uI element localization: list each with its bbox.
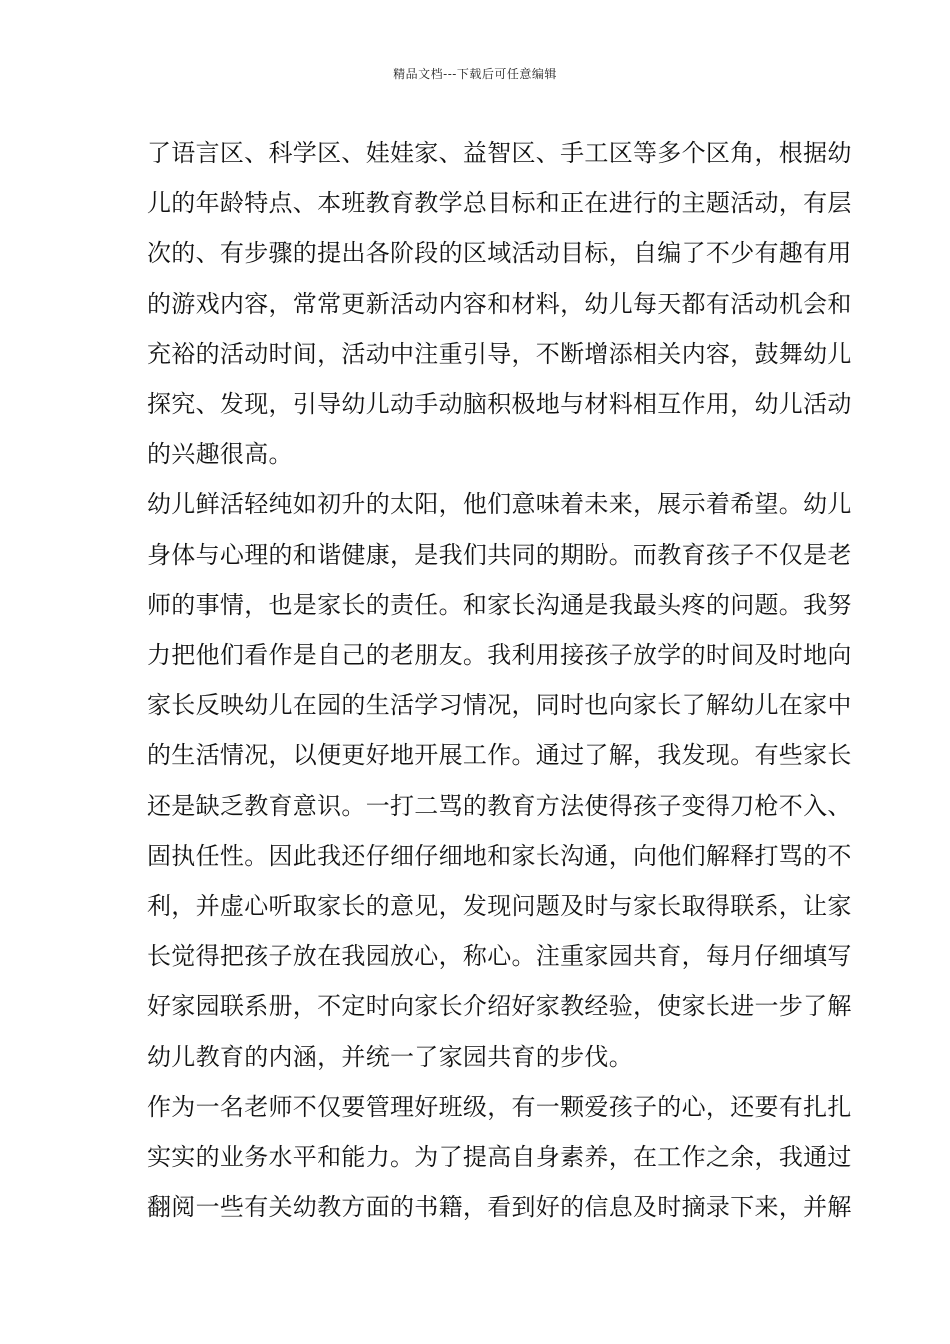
text-line: 身体与心理的和谐健康，是我们共同的期盼。而教育孩子不仅是老 — [147, 540, 852, 569]
text-line: 的生活情况，以便更好地开展工作。通过了解，我发现。有些家长 — [147, 741, 852, 770]
text-line: 的兴趣很高。 — [147, 440, 293, 469]
text-line: 好家园联系册，不定时向家长介绍好家教经验，使家长进一步了解 — [147, 992, 852, 1021]
text-line: 翻阅一些有关幼教方面的书籍，看到好的信息及时摘录下来，并解 — [147, 1193, 852, 1222]
text-line: 固执任性。因此我还仔细仔细地和家长沟通，向他们解释打骂的不 — [147, 841, 852, 870]
paragraph-1 — [147, 128, 852, 479]
text-line: 儿的年龄特点、本班教育教学总目标和正在进行的主题活动，有层 — [147, 189, 852, 218]
text-line: 还是缺乏教育意识。一打二骂的教育方法使得孩子变得刀枪不入、 — [147, 791, 852, 820]
paragraph-3 — [147, 1082, 852, 1233]
document-body — [147, 128, 852, 1232]
text-line: 了语言区、科学区、娃娃家、益智区、手工区等多个区角，根据幼 — [147, 139, 852, 167]
text-line: 充裕的活动时间，活动中注重引导，不断增添相关内容，鼓舞幼儿 — [147, 339, 852, 368]
text-line: 探究、发现，引导幼儿动手动脑积极地与材料相互作用，幼儿活动 — [147, 390, 852, 419]
text-line: 作为一名老师不仅要管理好班级，有一颗爱孩子的心，还要有扎扎 — [147, 1092, 852, 1121]
text-line: 师的事情，也是家长的责任。和家长沟通是我最头疼的问题。我努 — [147, 590, 852, 619]
text-line: 利，并虚心听取家长的意见，发现问题及时与家长取得联系，让家 — [147, 892, 852, 921]
text-line: 的游戏内容，常常更新活动内容和材料，幼儿每天都有活动机会和 — [147, 289, 852, 318]
text-line: 家长反映幼儿在园的生活学习情况，同时也向家长了解幼儿在家中 — [147, 691, 852, 720]
paragraph-2 — [147, 479, 852, 1081]
text-line: 幼儿鲜活轻纯如初升的太阳，他们意味着未来，展示着希望。幼儿 — [147, 490, 852, 519]
page-header: 精品文档---下载后可任意编辑 — [393, 67, 557, 81]
text-line: 实实的业务水平和能力。为了提高自身素养，在工作之余，我通过 — [147, 1143, 852, 1172]
text-line: 次的、有步骤的提出各阶段的区域活动目标，自编了不少有趣有用 — [147, 239, 852, 268]
text-line: 长觉得把孩子放在我园放心，称心。注重家园共育，每月仔细填写 — [147, 942, 852, 971]
text-line: 幼儿教育的内涵，并统一了家园共育的步伐。 — [147, 1042, 633, 1071]
text-line: 力把他们看作是自己的老朋友。我利用接孩子放学的时间及时地向 — [147, 641, 852, 670]
